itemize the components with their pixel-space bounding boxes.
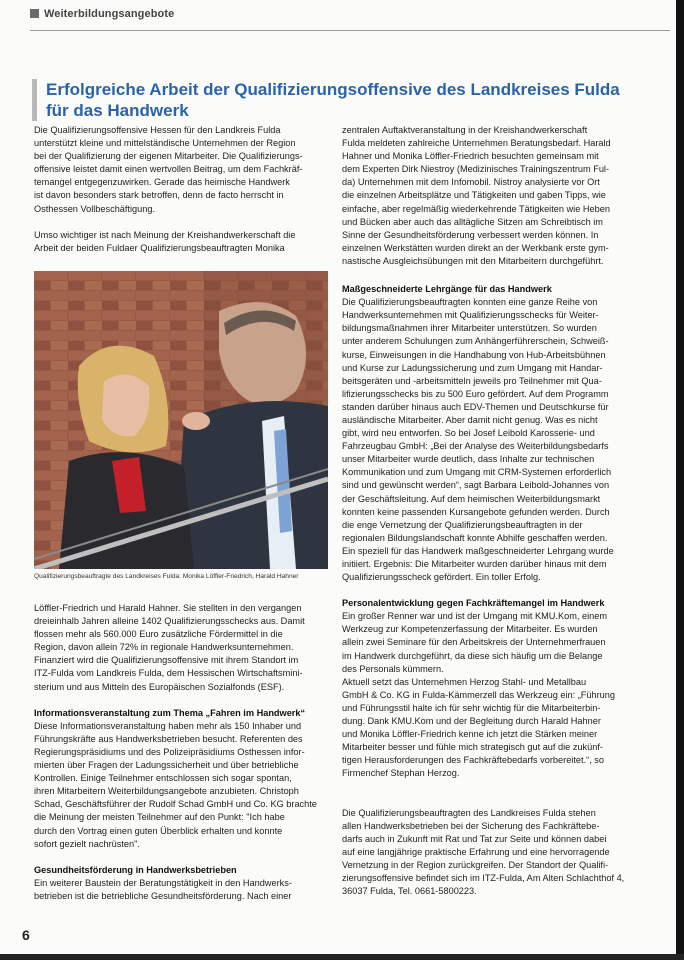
text-line: Handwerksunternehmen mit Qualifizierungsschecks für Weiter- xyxy=(342,310,599,321)
right-column xyxy=(342,124,640,898)
text-line: Umso wichtiger ist nach Meinung der Kreishandwerkerschaft die xyxy=(34,229,296,240)
text-line: ist davon besonders stark betroffen, denn de facto herrscht in xyxy=(34,190,284,201)
text-line: Sinne der Gesundheitsförderung verbessert werden können. In xyxy=(342,229,599,240)
text-line: Diese Informationsveranstaltung haben mehr als 150 Inhaber und xyxy=(34,720,302,731)
header-rule xyxy=(30,30,670,31)
text-line: Führungskräfte aus Handwerksbetrieben besucht. Referenten des xyxy=(34,733,303,744)
text-line: Kommunikation und zum Umgang mit CRM-Systemen erforderlich xyxy=(342,467,612,478)
text-line: bildungsmaßnahmen ihrer Mitarbeiter unterstützen. So wurden xyxy=(342,323,597,334)
text-line: unterstützt kleine und mittelständische Unternehmen der Region xyxy=(34,138,296,149)
photo-caption: Qualifizierungsbeauftragte des Landkreises Fulda: Monika Löffler-Friedrich, Harald Hahner xyxy=(34,573,299,580)
scan-edge-right xyxy=(676,0,684,960)
paragraph-gap xyxy=(342,268,640,283)
text-line: und Führungsstil halte ich für sehr wichtig für die Mitarbeiterbin- xyxy=(342,702,601,713)
subheading-info: Informationsveranstaltung zum Thema „Fahren im Handwerk“ xyxy=(34,707,306,718)
text-line: regionalen Bildungslandschaft konnte Abhilfe geschaffen werden. xyxy=(342,532,608,543)
text-line: GmbH & Co. KG in Fulda-Kämmerzell das Werkzeug ein: „Führung xyxy=(342,689,616,700)
text-line: Löffler-Friedrich und Harald Hahner. Sie stellten in den vergangen xyxy=(34,603,302,613)
text-line: betrieben ist die betriebliche Gesundheitsförderung. Nach einer xyxy=(34,890,292,901)
text-line: ausländische Mitarbeiter. Aber damit nicht genug. Was es nicht xyxy=(342,414,598,425)
paragraph-gap xyxy=(342,781,640,794)
text-line: initiiert. Ergebnis: Die Mitarbeiter wurden darüber hinaus mit dem xyxy=(342,559,607,569)
text-line: Die Qualifizierungsbeauftragten konnten eine ganze Reihe von xyxy=(342,297,598,308)
text-line: auf eine langjährige praktische Erfahrung und eine hervorragende xyxy=(342,846,610,857)
text-line: die Meinung der meisten Teilnehmer auf den Punkt: "Ich habe xyxy=(34,812,285,823)
article-headline xyxy=(32,79,658,121)
text-line: zentralen Auftaktveranstaltung in der Kreishandwerkerschaft xyxy=(342,125,588,135)
text-line: Arbeit der beiden Fuldaer Qualifizierungsbeauftragten Monika xyxy=(34,242,285,253)
text-line: offensive leistet damit einen wertvollen Beitrag, um dem Fachkräf- xyxy=(34,164,303,175)
text-line: Aktuell setzt das Unternehmen Herzog Stahl- und Metallbau xyxy=(342,676,587,687)
headline-line: Erfolgreiche Arbeit der Qualifizierungsoffensive des Landkreises Fulda xyxy=(46,80,620,99)
section-label xyxy=(30,8,174,20)
paragraph-gap xyxy=(342,794,640,807)
text-line: Die Qualifizierungsbeauftragten des Landkreises Fulda stehen xyxy=(342,807,596,818)
text-line: einzelnen Werkstätten wurden direkt an der Werkbank erste gym- xyxy=(342,242,609,253)
paragraph-gap xyxy=(342,584,640,597)
text-line: dem Experten Dirk Niestroy (Medizinisches Trainingszentrum Ful- xyxy=(342,164,610,175)
text-line: mierten über Fragen der Ladungssicherheit und über betriebliche xyxy=(34,760,299,771)
text-line: Ein speziell für das Handwerk maßgeschneiderter Lehrgang wurde xyxy=(342,545,614,556)
text-line: und Bücken aber auch das alltägliche Sitzen am Schreibtisch im xyxy=(342,216,603,227)
text-line: Die Qualifizierungsoffensive Hessen für den Landkreis Fulda xyxy=(34,125,281,135)
text-line: die einzelnen Arbeitsplätze und Tätigkeiten und gaben Tipps, wie xyxy=(342,190,606,201)
text-line: Werkzeug zur Kompetenzerfassung der Mitarbeiter. Es wurden xyxy=(342,624,598,635)
text-line: temangel entgegenzuwirken. Gerade das heimische Handwerk xyxy=(34,177,290,188)
text-line: ihren Mitarbeitern Weiterbildungsangebote anzubieten. Christoph xyxy=(34,786,299,797)
subheading-shortage: Personalentwicklung gegen Fachkräftemangel im Handwerk xyxy=(342,598,605,609)
text-line xyxy=(34,216,324,229)
text-line: 36037 Fulda, Tel. 0661-5800223. xyxy=(342,886,477,897)
article-photo xyxy=(34,271,328,569)
text-line: Finanziert wird die Qualifizierungsoffensive mit ihrem Standort im xyxy=(34,655,299,666)
text-line: sterium und aus Mitteln des Europäischen Sozialfonds (ESF). xyxy=(34,681,285,692)
text-line: konnten keine passenden Kursangebote gefunden werden. Durch xyxy=(342,506,610,517)
text-line: Mitarbeiter besser und fühle mich strategisch gut auf die zukünf- xyxy=(342,742,603,753)
text-line: unter anderem Schulungen zum Anhängerführerschein, Schweiß- xyxy=(342,336,609,347)
text-line: gibt, wird neu entworfen. So bei Josef Leibold Karosserie- und xyxy=(342,428,595,439)
text-line: allein zwei Seminare für den Arbeitskreis der Unternehmerfrauen xyxy=(342,637,606,648)
text-line: sofort gezielt nachrüsten". xyxy=(34,838,140,849)
text-line: dung. Dank KMU.Kom und der Begleitung durch Harald Hahner xyxy=(342,716,601,727)
text-line: zierungsoffensive befindet sich im ITZ-Fulda, Am Alten Schlachthof 4, xyxy=(342,872,625,883)
square-bullet-icon xyxy=(30,9,39,18)
text-line: flossen mehr als 560.000 Euro zusätzliche Fördermittel in die xyxy=(34,629,283,640)
paragraph-gap xyxy=(34,694,324,707)
text-line: des Personals kümmern. xyxy=(342,663,444,674)
text-line: nastische Ausgleichsübungen mit den Mitarbeitern durchgeführt. xyxy=(342,255,604,266)
section-label-text: Weiterbildungsangebote xyxy=(44,8,175,20)
text-line: Fulda meldeten zahlreiche Unternehmen Beratungsbedarf. Harald xyxy=(342,138,611,149)
text-line: Firmenchef Stephan Herzog. xyxy=(342,768,460,779)
text-line: Regierungspräsidiums und des Polizeipräsidiums Osthessen infor- xyxy=(34,746,305,757)
text-line: beitsgeräten und -arbeitsmitteln jeweils pro Teilnehmer mit Qua- xyxy=(342,375,602,386)
text-line: Hahner und Monika Löffler-Friedrich besuchten gemeinsam mit xyxy=(342,151,599,162)
text-line: der Geschäftsleitung. Auf dem heimischen Weiterbildungsmarkt xyxy=(342,493,601,504)
text-line: durch den Vortrag einen guten Überblick erhalten und konnte xyxy=(34,825,283,836)
text-line: einfache, aber regelmäßig wiederkehrende Tätigkeiten wie Heben xyxy=(342,203,610,214)
text-line: Vernetzung in der Region zurückgreifen. Der Standort der Qualifi- xyxy=(342,859,609,870)
text-line: standen darüber hinaus auch EDV-Themen und Deutschkurse für xyxy=(342,401,609,412)
text-line: lifizierungsschecks bis zu 500 Euro gefördert. Auf dem Programm xyxy=(342,388,609,399)
text-line: unser Mitarbeiter wurde deutlich, dass Inhalte zur technischen xyxy=(342,454,595,465)
text-line: ITZ-Fulda vom Landkreis Fulda, dem Hessischen Wirtschaftsmini- xyxy=(34,668,303,679)
text-line: und Kurse zur Ladungssicherung und zum Umgang mit Handar- xyxy=(342,362,603,373)
text-line: Qualifizierungsscheck gefördert. Ein toller Erfolg. xyxy=(342,572,541,583)
text-line: Ein großer Renner war und ist der Umgang mit KMU.Kom, einem xyxy=(342,611,608,622)
text-line: sind und gewünscht werden“, sagt Barbara Leibold-Johannes von xyxy=(342,480,610,491)
left-column-top xyxy=(34,124,324,255)
text-line: die enge Vernetzung der Qualifizierungsbeauftragten in der xyxy=(342,519,583,530)
text-line: Fahrzeugbau GmbH: „Bei der Analyse des Weiterbildungsbedarfs xyxy=(342,441,609,452)
text-line: Schad, Geschäftsführer der Rudolf Schad GmbH und Co. KG brachte xyxy=(34,799,317,810)
photo-illustration xyxy=(34,271,328,569)
text-line: darfs auch in Zukunft mit Rat und Tat zur Seite und können dabei xyxy=(342,833,607,844)
text-line: Kontrollen. Einige Teilnehmer entschlossen sich sogar spontan, xyxy=(34,773,292,784)
subheading-custom: Maßgeschneiderte Lehrgänge für das Handwerk xyxy=(342,284,552,295)
text-line: kurse, Einweisungen in die Handhabung von Hub-Arbeitsbühnen xyxy=(342,349,606,360)
text-line: tigen Herausforderungen des Fachkräftebedarfs vorbereitet.“, so xyxy=(342,755,604,766)
scan-edge-bottom xyxy=(0,954,684,960)
text-line: dreieinhalb Jahren alleine 1402 Qualifizierungsschecks aus. Damit xyxy=(34,616,305,627)
text-line: Region, davon allein 72% in regionale Handwerksunternehmen. xyxy=(34,642,294,653)
headline-line: für das Handwerk xyxy=(46,101,189,120)
text-line: bei der Qualifizierung der eigenen Mitarbeiter. Die Qualifizierungs- xyxy=(34,151,303,162)
text-line: da) Unternehmen mit dem Infomobil. Nistroy analysierte vor Ort xyxy=(342,177,600,188)
page-number: 6 xyxy=(22,927,30,943)
text-line: im Handwerk durchgeführt, da diese sich häufig um die Belange xyxy=(342,650,603,661)
subheading-health: Gesundheitsförderung in Handwerksbetrieben xyxy=(34,864,237,875)
paragraph-gap xyxy=(34,851,324,864)
text-line: Ein weiterer Baustein der Beratungstätigkeit in den Handwerks- xyxy=(34,877,292,888)
text-line: und Monika Löffler-Friedrich kenne ich jetzt die Stärken meiner xyxy=(342,729,598,740)
text-line: allen Handwerksbetrieben bei der Sicherung des Fachkräftebe- xyxy=(342,820,600,831)
left-column-bottom xyxy=(34,602,324,903)
text-line: Osthessen Vollbeschäftigung. xyxy=(34,203,156,214)
